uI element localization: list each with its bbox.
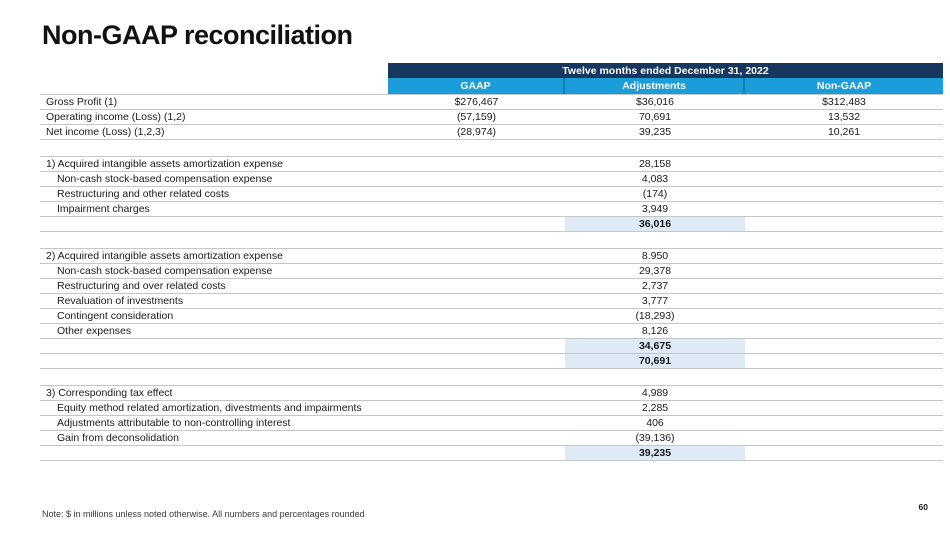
non-gaap-value: [745, 354, 943, 368]
adjustments-value: 70,691: [565, 354, 745, 368]
row-label: [40, 217, 388, 231]
non-gaap-value: [745, 264, 943, 278]
table-body: [40, 95, 943, 461]
row-label: Non-cash stock-based compensation expense: [57, 173, 273, 185]
adjustments-value: 8,126: [641, 325, 669, 337]
summary-row: [40, 125, 943, 140]
header-spacer: [40, 78, 388, 94]
non-gaap-value: [745, 202, 943, 216]
non-gaap-value: [745, 431, 943, 445]
gaap-value: [388, 354, 565, 368]
detail-row: [40, 279, 943, 294]
adjustments-value: 406: [646, 417, 664, 429]
gaap-value: [388, 264, 565, 278]
gaap-value: $276,467: [454, 96, 499, 108]
row-label: Net income (Loss) (1,2,3): [46, 126, 165, 138]
adjustments-value: 8.950: [641, 250, 669, 262]
adjustments-value: 4,083: [641, 173, 669, 185]
gaap-value: (28,974): [456, 126, 497, 138]
spacer-row: [40, 140, 943, 157]
detail-row: [40, 294, 943, 309]
non-gaap-value: [745, 279, 943, 293]
row-label: Revaluation of investments: [57, 295, 184, 307]
non-gaap-value: [745, 386, 943, 400]
non-gaap-value: [745, 232, 943, 248]
gaap-value: [388, 279, 565, 293]
adjustments-value: 3,777: [641, 295, 669, 307]
column-header-adjustments: Adjustments: [565, 78, 745, 94]
row-label: [40, 446, 388, 460]
gaap-value: [388, 249, 565, 263]
adjustments-value: [565, 232, 745, 248]
adjustments-value: $36,016: [636, 96, 674, 108]
non-gaap-value: [745, 324, 943, 338]
page-title: Non-GAAP reconciliation: [42, 20, 353, 50]
detail-row: [40, 386, 943, 401]
gaap-value: [388, 157, 565, 171]
adjustments-value: 4,989: [641, 387, 669, 399]
header-spacer: [40, 63, 388, 78]
adjustments-value: 2,285: [641, 402, 669, 414]
row-label: [40, 339, 388, 353]
adjustments-value: 39,235: [638, 126, 672, 138]
row-label: Adjustments attributable to non-controlling interest: [57, 417, 291, 429]
gaap-value: [388, 339, 565, 353]
non-gaap-value: [745, 401, 943, 415]
non-gaap-value: [745, 339, 943, 353]
gaap-value: [388, 172, 565, 186]
gaap-value: [388, 187, 565, 201]
row-label: Contingent consideration: [57, 310, 174, 322]
detail-row: [40, 324, 943, 339]
gaap-value: [388, 140, 565, 156]
row-label: [40, 232, 388, 248]
footnote: Note: $ in millions unless noted otherwise. All numbers and percentages rounded: [42, 509, 365, 519]
summary-row: [40, 110, 943, 125]
adjustments-value: (18,293): [635, 310, 675, 322]
non-gaap-value: [745, 187, 943, 201]
gaap-value: (57,159): [456, 111, 497, 123]
non-gaap-value: $312,483: [822, 96, 866, 108]
adjustments-value: 29,378: [638, 265, 672, 277]
gaap-value: [388, 202, 565, 216]
adjustments-value: 28,158: [638, 158, 672, 170]
non-gaap-value: [745, 140, 943, 156]
gaap-value: [388, 232, 565, 248]
detail-row: [40, 264, 943, 279]
row-label: Equity method related amortization, divestments and impairments: [57, 402, 362, 414]
adjustments-value: 2,737: [641, 280, 669, 292]
row-label: Restructuring and other related costs: [57, 188, 230, 200]
gaap-value: [388, 401, 565, 415]
row-label: Impairment charges: [57, 203, 150, 215]
non-gaap-value: 10,261: [827, 126, 861, 138]
row-label: 2) Acquired intangible assets amortization expense: [46, 250, 283, 262]
row-label: [40, 369, 388, 385]
section-total-row: [40, 354, 943, 369]
gaap-value: [388, 386, 565, 400]
row-label: Other expenses: [57, 325, 132, 337]
gaap-value: [388, 324, 565, 338]
detail-row: [40, 202, 943, 217]
detail-row: [40, 157, 943, 172]
adjustments-value: 34,675: [565, 339, 745, 353]
adjustments-value: (39,136): [635, 432, 675, 444]
reconciliation-table: [40, 63, 943, 461]
row-label: Non-cash stock-based compensation expense: [57, 265, 273, 277]
non-gaap-value: [745, 249, 943, 263]
detail-row: [40, 416, 943, 431]
column-header-gaap: GAAP: [388, 78, 565, 94]
adjustments-value: 39,235: [565, 446, 745, 460]
page-number: 60: [918, 502, 928, 512]
non-gaap-value: [745, 217, 943, 231]
spacer-row: [40, 369, 943, 386]
non-gaap-value: [745, 369, 943, 385]
detail-row: [40, 401, 943, 416]
non-gaap-value: [745, 416, 943, 430]
detail-row: [40, 431, 943, 446]
section-total-row: [40, 217, 943, 232]
row-label: Restructuring and over related costs: [57, 280, 226, 292]
adjustments-value: 36,016: [565, 217, 745, 231]
adjustments-value: [565, 369, 745, 385]
gaap-value: [388, 217, 565, 231]
section-total-row: [40, 339, 943, 354]
adjustments-value: (174): [642, 188, 668, 200]
detail-row: [40, 172, 943, 187]
non-gaap-value: 13,532: [827, 111, 861, 123]
section-total-row: [40, 446, 943, 461]
period-header: Twelve months ended December 31, 2022: [388, 63, 943, 78]
gaap-value: [388, 309, 565, 323]
column-header-non-gaap: Non-GAAP: [745, 78, 943, 94]
row-label: 3) Corresponding tax effect: [46, 387, 173, 399]
non-gaap-value: [745, 172, 943, 186]
row-label: Gross Profit (1): [46, 96, 118, 108]
detail-row: [40, 249, 943, 264]
non-gaap-value: [745, 446, 943, 460]
row-label: Gain from deconsolidation: [57, 432, 179, 444]
spacer-row: [40, 232, 943, 249]
row-label: [40, 354, 388, 368]
gaap-value: [388, 431, 565, 445]
gaap-value: [388, 294, 565, 308]
summary-row: [40, 95, 943, 110]
detail-row: [40, 187, 943, 202]
adjustments-value: 3,949: [641, 203, 669, 215]
detail-row: [40, 309, 943, 324]
gaap-value: [388, 369, 565, 385]
row-label: [40, 140, 388, 156]
non-gaap-value: [745, 294, 943, 308]
row-label: 1) Acquired intangible assets amortization expense: [46, 158, 283, 170]
column-header-row: [40, 78, 943, 95]
non-gaap-value: [745, 309, 943, 323]
gaap-value: [388, 416, 565, 430]
period-header-row: [40, 63, 943, 78]
adjustments-value: 70,691: [638, 111, 672, 123]
row-label: Operating income (Loss) (1,2): [46, 111, 186, 123]
non-gaap-value: [745, 157, 943, 171]
gaap-value: [388, 446, 565, 460]
adjustments-value: [565, 140, 745, 156]
